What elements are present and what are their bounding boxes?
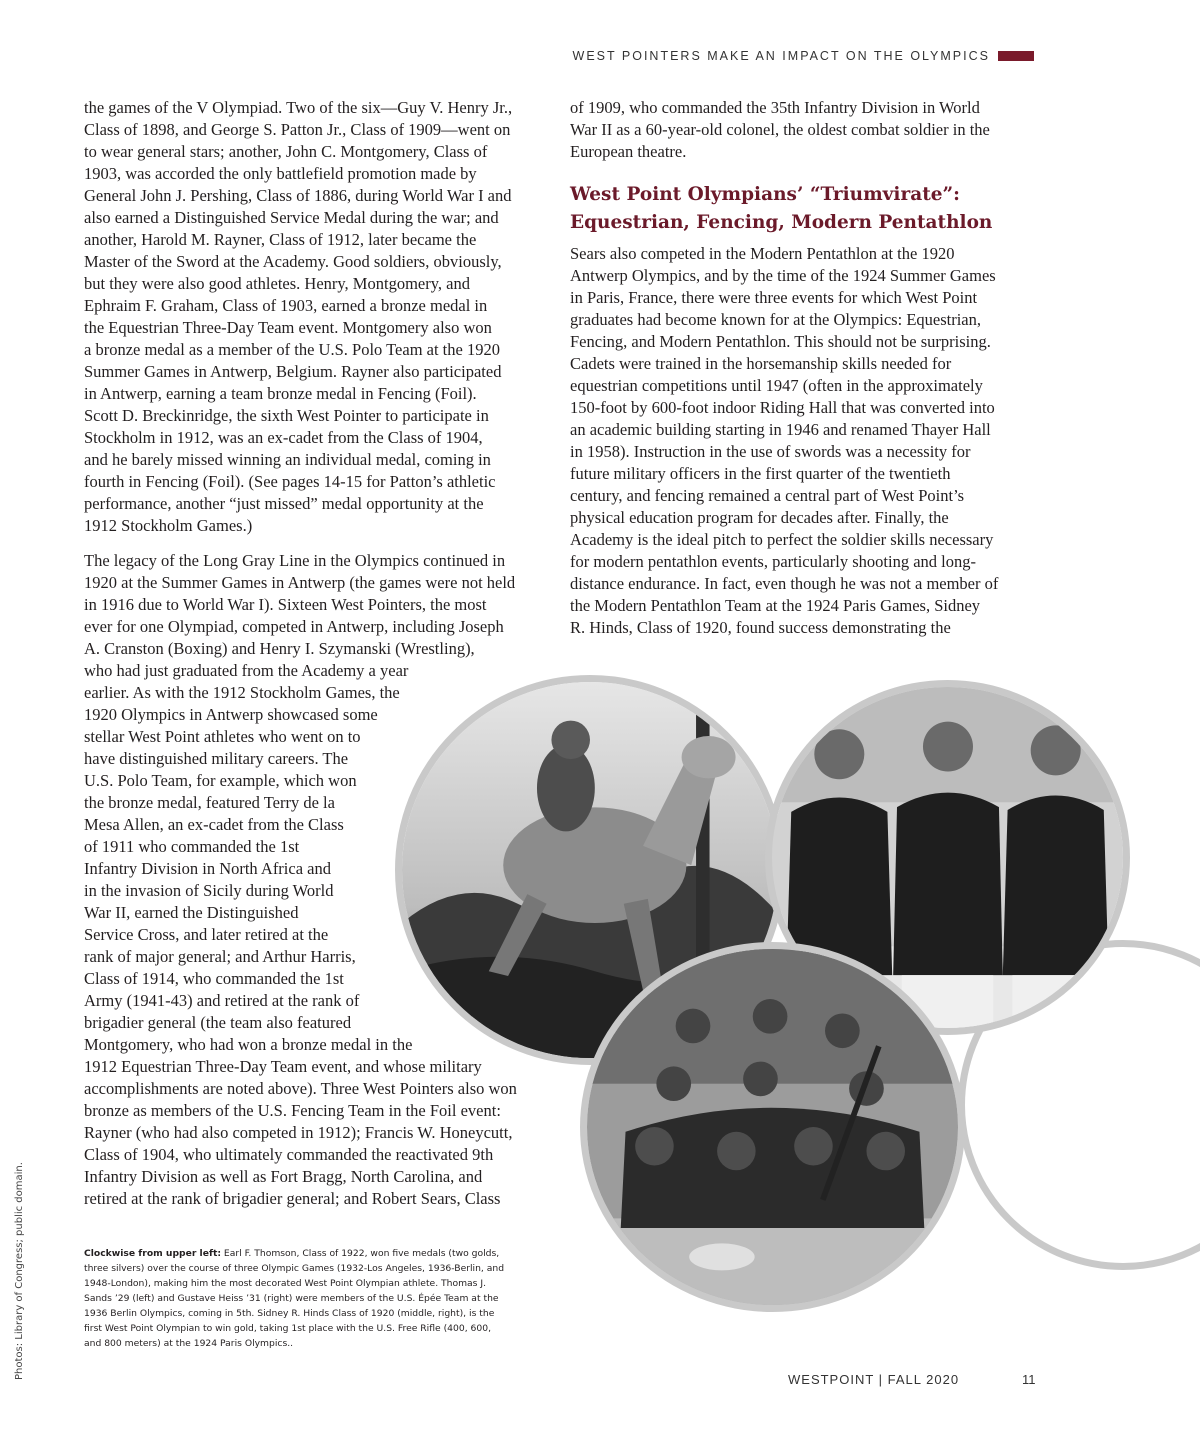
text-line: Master of the Sword at the Academy. Good soldiers, obviously, [84,252,502,271]
text-line: century, and fencing remained a central part of West Point’s [570,486,965,505]
text-line: 150-foot by 600-foot indoor Riding Hall that was converted into [570,398,995,417]
text-line: Service Cross, and later retired at the [84,925,329,944]
body-paragraph-3 [570,97,990,163]
text-line: Ephraim F. Graham, Class of 1903, earned a bronze medal in [84,296,488,315]
text-line: Rayner (who had also competed in 1912); Francis W. Honeycutt, [84,1123,513,1142]
text-line: who had just graduated from the Academy a year [84,661,409,680]
caption-line: 1948-London), making him the most decorated West Point Olympian athlete. Thomas J. [84,1278,487,1289]
text-line: in 1916 due to World War I). Sixteen West Pointers, the most [84,595,487,614]
text-line: in 1958). Instruction in the use of swords was a necessity for [570,442,971,461]
text-line: and he barely missed winning an individual medal, coming in [84,450,491,469]
text-line: Infantry Division as well as Fort Bragg, North Carolina, and [84,1167,483,1186]
text-line: 1912 Equestrian Three-Day Team event, and whose military [84,1057,482,1076]
caption-lead: Clockwise from upper left: [84,1248,222,1259]
text-line: Cadets were trained in the horsemanship skills needed for [570,354,952,373]
text-line: Stockholm in 1912, was an ex-cadet from the Class of 1904, [84,428,483,447]
caption-line: and 800 meters) at the 1924 Paris Olympics.. [84,1338,294,1349]
text-line: Class of 1898, and George S. Patton Jr., Class of 1909—went on [84,120,511,139]
text-line: another, Harold M. Rayner, Class of 1912, later became the [84,230,477,249]
caption-line: first West Point Olympian to win gold, taking 1st place with the U.S. Free Rifle (400, 600, [84,1323,492,1334]
text-line: Mesa Allen, an ex-cadet from the Class [84,815,344,834]
text-line: rank of major general; and Arthur Harris, [84,947,356,966]
footer-publication: WESTPOINT | FALL 2020 [788,1372,960,1387]
text-line: but they were also good athletes. Henry, Montgomery, and [84,274,470,293]
text-line: the games of the V Olympiad. Two of the six—Guy V. Henry Jr., [84,98,513,117]
text-line: of 1909, who commanded the 35th Infantry Division in World [570,98,980,117]
text-line: the Modern Pentathlon Team at the 1924 Paris Games, Sidney [570,596,981,615]
caption-line: three silvers) over the course of three Olympic Games (1932-Los Angeles, 1936-Berlin, and [84,1263,505,1274]
text-line: in Antwerp, earning a team bronze medal in Fencing (Foil). [84,384,477,403]
photo-credit: Photos: Library of Congress; public domain. [14,1162,25,1380]
caption-line [84,1246,554,1261]
text-line: of 1911 who commanded the 1st [84,837,300,856]
text-line: brigadier general (the team also featured [84,1013,352,1032]
heading-line: Equestrian, Fencing, Modern Pentathlon [570,212,993,233]
text-line: Scott D. Breckinridge, the sixth West Pointer to participate in [84,406,489,425]
text-line: European theatre. [570,142,687,161]
text-line: Class of 1914, who commanded the 1st [84,969,344,988]
caption-line: Sands ’29 (left) and Gustave Heiss ’31 (right) were members of the U.S. Épée Team at the [84,1293,499,1304]
running-header [560,46,1034,66]
text-line: R. Hinds, Class of 1920, found success demonstrating the [570,618,951,637]
text-line: earlier. As with the 1912 Stockholm Games, the [84,683,400,702]
text-line: U.S. Polo Team, for example, which won [84,771,357,790]
text-line: War II as a 60-year-old colonel, the oldest combat soldier in the [570,120,990,139]
text-line: have distinguished military careers. The [84,749,349,768]
text-line: in the invasion of Sicily during World [84,881,334,900]
caption-text: Earl F. Thomson, Class of 1922, won five medals (two golds, [221,1248,500,1259]
text-line: fourth in Fencing (Foil). (See pages 14-15 for Patton’s athletic [84,472,496,491]
page-number: 11 [1022,1372,1036,1387]
caption-line: 1936 Berlin Olympics, coming in 5th. Sidney R. Hinds Class of 1920 (middle, right), is the [84,1308,495,1319]
text-line: accomplishments are noted above). Three West Pointers also won [84,1079,517,1098]
text-line: for modern pentathlon events, particularly shooting and long- [570,552,976,571]
text-line: physical education program for decades after. Finally, the [570,508,949,527]
text-line: Class of 1904, who ultimately commanded the reactivated 9th [84,1145,494,1164]
text-line: Montgomery, who had won a bronze medal in the [84,1035,413,1054]
text-line: War II, earned the Distinguished [84,903,299,922]
text-line: Sears also competed in the Modern Pentathlon at the 1920 [570,244,955,263]
text-line: A. Cranston (Boxing) and Henry I. Szymanski (Wrestling), [84,639,475,658]
text-line: Infantry Division in North Africa and [84,859,331,878]
text-line: also earned a Distinguished Service Medal during the war; and [84,208,499,227]
text-line: graduates had become known for at the Olympics: Equestrian, [570,310,982,329]
text-line: Summer Games in Antwerp, Belgium. Rayner also participated [84,362,502,381]
text-line: 1903, was accorded the only battlefield promotion made by [84,164,477,183]
text-line: an academic building starting in 1946 and renamed Thayer Hall [570,420,991,439]
text-line: performance, another “just missed” medal opportunity at the [84,494,484,513]
running-title: WEST POINTERS MAKE AN IMPACT ON THE OLYMPICS [572,49,990,63]
text-line: future military officers in the first quarter of the twentieth [570,464,951,483]
body-paragraph-1 [84,97,512,537]
text-line: General John J. Pershing, Class of 1886, during World War I and [84,186,512,205]
text-line: a bronze medal as a member of the U.S. Polo Team at the 1920 [84,340,500,359]
text-line: ever for one Olympiad, competed in Antwerp, including Joseph [84,617,504,636]
body-paragraph-4 [570,243,998,639]
text-line: in Paris, France, there were three events for which West Point [570,288,978,307]
text-line: Army (1941-43) and retired at the rank of [84,991,360,1010]
text-line: The legacy of the Long Gray Line in the Olympics continued in [84,551,506,570]
text-line: 1920 Olympics in Antwerp showcased some [84,705,378,724]
text-line: 1912 Stockholm Games.) [84,516,253,535]
header-accent-bar [998,51,1034,61]
section-heading [570,181,992,237]
text-line: to wear general stars; another, John C. Montgomery, Class of [84,142,488,161]
text-line: Academy is the ideal pitch to perfect the soldier skills necessary [570,530,994,549]
text-line: Antwerp Olympics, and by the time of the 1924 Summer Games [570,266,996,285]
text-line: bronze as members of the U.S. Fencing Team in the Foil event: [84,1101,501,1120]
photo-caption [84,1246,554,1351]
heading-line: West Point Olympians’ “Triumvirate”: [570,184,960,205]
text-line: equestrian competitions until 1947 (often in the approximately [570,376,983,395]
text-line: stellar West Point athletes who went on to [84,727,361,746]
photo-rifle-team [580,942,965,1312]
text-line: retired at the rank of brigadier general; and Robert Sears, Class [84,1189,501,1208]
text-line: 1920 at the Summer Games in Antwerp (the games were not held [84,573,516,592]
text-line: Fencing, and Modern Pentathlon. This should not be surprising. [570,332,991,351]
text-line: the Equestrian Three-Day Team event. Montgomery also won [84,318,492,337]
text-line: distance endurance. In fact, even though he was not a member of [570,574,999,593]
text-line: the bronze medal, featured Terry de la [84,793,335,812]
